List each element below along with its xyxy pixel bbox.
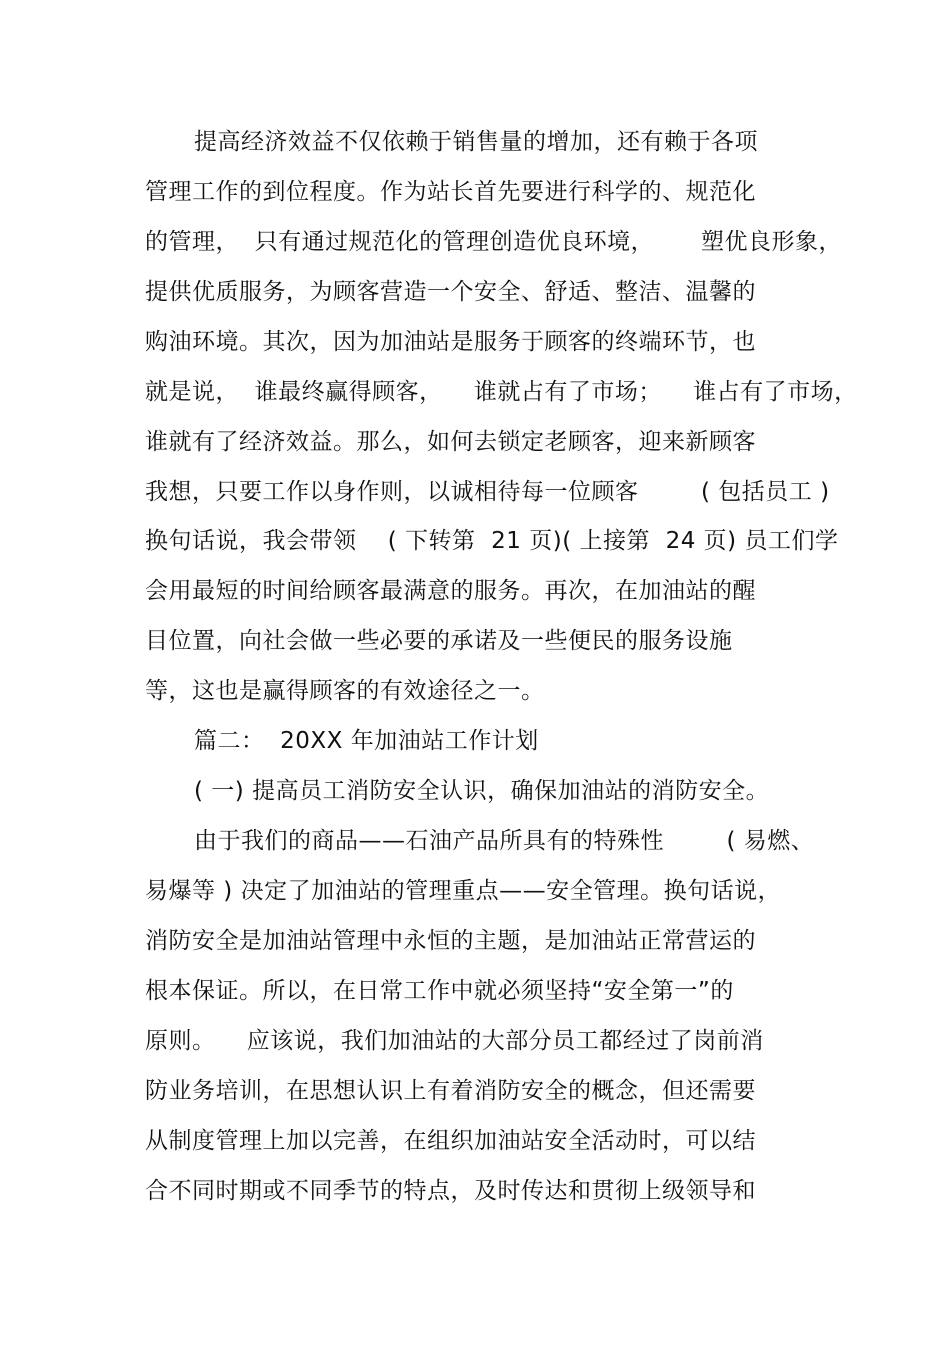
text-line-2: 管理工作的到位程度。作为站长首先要进行科学的、规范化 [145, 179, 756, 205]
text-line-9: 换句话说，我会带领 ( 下转第 21 页)( 上接第 24 页) 员工们学 [145, 528, 839, 554]
text-line-11: 目位置，向社会做一些必要的承诺及一些便民的服务设施 [145, 628, 733, 654]
text-line-15: 由于我们的商品——石油产品所具有的特殊性 ( 易燃、 [194, 828, 815, 854]
text-line-10: 会用最短的时间给顾客最满意的服务。再次，在加油站的醒 [145, 578, 756, 604]
text-line-18: 根本保证。所以，在日常工作中就必须坚持“安全第一”的 [145, 978, 734, 1004]
subsection-heading: ( 一) 提高员工消防安全认识，确保加油站的消防安全。 [194, 778, 770, 804]
text-line-3: 的管理， 只有通过规范化的管理创造优良环境， 塑优良形象， [145, 229, 842, 255]
section-heading: 篇二： 20XX 年加油站工作计划 [194, 728, 539, 754]
text-line-4: 提供优质服务，为顾客营造一个安全、舒适、整洁、温馨的 [145, 279, 756, 305]
text-line-8: 我想，只要工作以身作则，以诚相待每一位顾客 ( 包括员工 ) [145, 479, 830, 505]
text-line-17: 消防安全是加油站管理中永恒的主题，是加油站正常营运的 [145, 928, 756, 954]
text-line-22: 合不同时期或不同季节的特点，及时传达和贯彻上级领导和 [145, 1178, 756, 1204]
text-line-1: 提高经济效益不仅依赖于销售量的增加，还有赖于各项 [194, 129, 758, 155]
text-line-20: 防业务培训，在思想认识上有着消防安全的概念，但还需要 [145, 1078, 756, 1104]
text-line-6: 就是说， 谁最终赢得顾客， 谁就占有了市场； 谁占有了市场， [145, 379, 858, 405]
text-line-5: 购油环境。其次，因为加油站是服务于顾客的终端环节，也 [145, 329, 756, 355]
text-line-12: 等，这也是赢得顾客的有效途径之一。 [145, 678, 545, 704]
text-line-7: 谁就有了经济效益。那么，如何去锁定老顾客，迎来新顾客 [145, 429, 756, 455]
text-line-16: 易爆等 ) 决定了加油站的管理重点——安全管理。换句话说， [145, 878, 782, 904]
text-line-21: 从制度管理上加以完善，在组织加油站安全活动时，可以结 [145, 1128, 756, 1154]
text-line-19: 原则。 应该说，我们加油站的大部分员工都经过了岗前消 [145, 1028, 764, 1054]
